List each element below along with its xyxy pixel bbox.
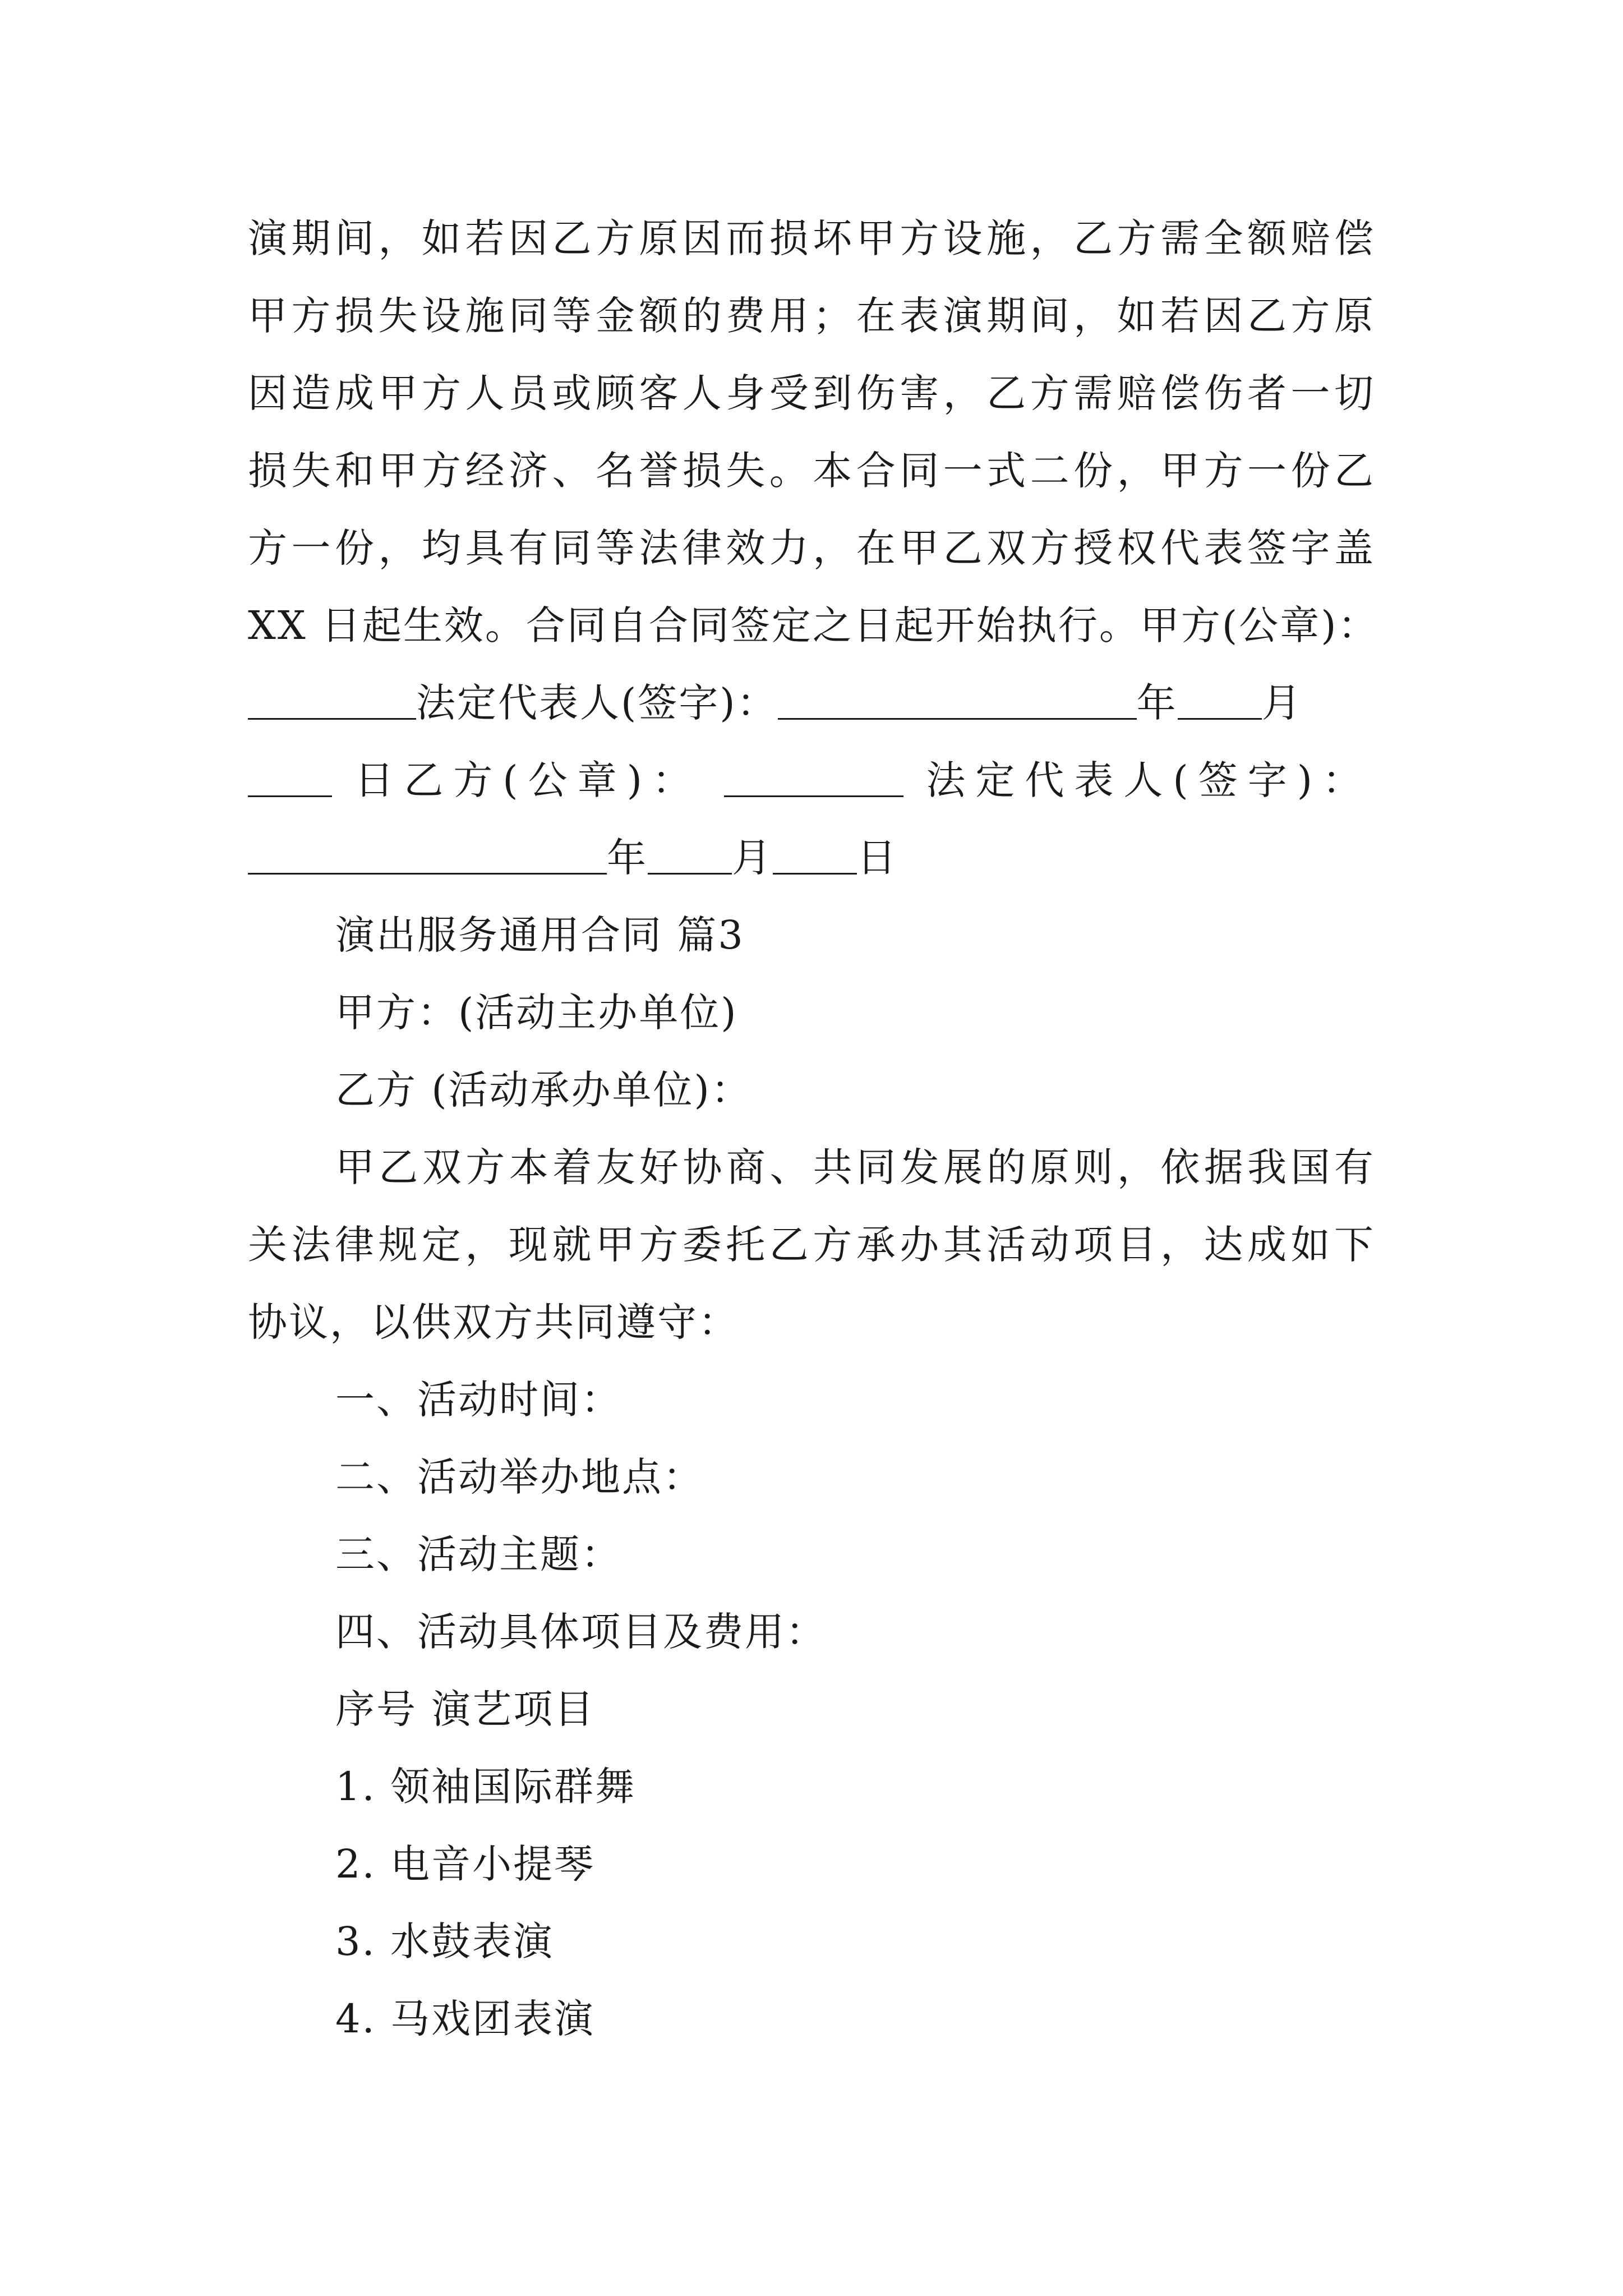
clause-item: 一、活动时间： xyxy=(335,1377,622,1423)
intro-line: 协议，以供双方共同遵守： xyxy=(248,1299,739,1345)
signature-blank xyxy=(724,756,903,797)
day-label: 日 xyxy=(857,835,898,881)
list-item: 1. 领袖国际群舞 xyxy=(335,1764,637,1810)
body-line: 损失和甲方经济、名誉损失。本合同一式二份，甲方一份乙 xyxy=(248,448,1375,494)
signature-blank xyxy=(248,834,607,875)
signature-line-b xyxy=(248,752,1372,808)
month-label: 月 xyxy=(1261,680,1303,726)
body-line: XX 日起生效。合同自合同签定之日起开始执行。甲方(公章)： xyxy=(248,602,1379,648)
list-item: 3. 水鼓表演 xyxy=(335,1918,555,1964)
rep-sign-label: 法定代表人(签字)： xyxy=(926,757,1372,803)
list-item: 4. 马戏团表演 xyxy=(335,1996,596,2042)
date-blank xyxy=(648,834,732,875)
party-b-line: 乙方 (活动承办单位)： xyxy=(335,1067,752,1113)
signature-blank xyxy=(778,679,1137,720)
month-label: 月 xyxy=(732,835,773,881)
date-blank xyxy=(1178,679,1262,720)
date-blank xyxy=(773,834,857,875)
table-header: 序号 演艺项目 xyxy=(335,1686,596,1732)
year-label: 年 xyxy=(607,835,648,881)
rep-sign-label: 法定代表人(签字)： xyxy=(416,680,778,726)
signature-line-a xyxy=(248,675,1303,731)
party-a-line: 甲方：(活动主办单位) xyxy=(335,990,738,1036)
clause-item: 四、活动具体项目及费用： xyxy=(335,1609,827,1655)
body-line: 甲方损失设施同等金额的费用；在表演期间，如若因乙方原 xyxy=(248,293,1375,339)
day-label: 日 xyxy=(354,757,404,803)
body-line: 方一份，均具有同等法律效力，在甲乙双方授权代表签字盖 xyxy=(248,525,1375,571)
party-b-seal-label: 乙方(公章)： xyxy=(404,757,702,803)
signature-line-c xyxy=(248,830,898,886)
clause-item: 三、活动主题： xyxy=(335,1531,622,1577)
clause-item: 二、活动举办地点： xyxy=(335,1454,704,1500)
section-title: 演出服务通用合同 篇3 xyxy=(335,912,745,958)
list-item: 2. 电音小提琴 xyxy=(335,1841,596,1887)
body-line: 演期间，如若因乙方原因而损坏甲方设施，乙方需全额赔偿 xyxy=(248,215,1375,261)
year-label: 年 xyxy=(1136,680,1178,726)
intro-line: 甲乙双方本着友好协商、共同发展的原则，依据我国有 xyxy=(335,1144,1375,1190)
signature-blank xyxy=(248,679,416,720)
body-line: 因造成甲方人员或顾客人身受到伤害，乙方需赔偿伤者一切 xyxy=(248,370,1375,416)
intro-line: 关法律规定，现就甲方委托乙方承办其活动项目，达成如下 xyxy=(248,1222,1375,1268)
date-blank xyxy=(248,756,332,797)
